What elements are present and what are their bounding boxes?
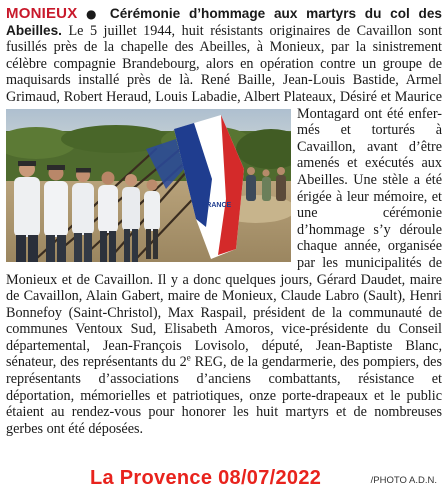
article (6, 6, 442, 437)
locality-label: MONIEUX (6, 5, 78, 22)
bullet-icon: ● (85, 7, 102, 21)
article-body-closing: REG, de la gendarmerie, des pompiers, des représentants d’associations d’anciens combattants, résistance et déportation, mémorielles et patriotiques, onze porte-drapeaux et le public étaient au rendez-vous pour honorer les huit martyrs et de nombreuses gerbes ont été déposées. (6, 354, 442, 437)
footer (0, 467, 447, 493)
source-caption: La Provence 08/07/2022 (90, 467, 322, 489)
ordinal-superscript: e (186, 352, 191, 363)
article-body-intro: Le 5 juillet 1944, huit résistants originaires de Cavaillon sont fusillés près de la chapelle des Abeilles, à Monieux, par la sinistrement célèbre compagnie Brandebourg, alors en opération contre un groupe de maquisards installé près de là. René Baille, Jean-Louis Bastide, Armel Grimaud, Robert Heraud, Louis Labadie, Albert Plateaux, Désiré et Maurice Montagard ont été enfer- (6, 22, 443, 122)
article-body-continued: més et torturés à Cavaillon, avant d’être amenés et exécutés aux Abeilles. Une stèle a été érigée à leur mémoire, et une cérémonie d’hommage s’y déroule chaque année, organisée par les municipalités de Monieux et de Cavaillon. Il y a (6, 122, 442, 288)
article-body-attendees: donc quelques jours, Gérard Daudet, maire de Cavaillon, Alain Gabert, maire de Monieux, Claude Labro (Sault), Henri Bonnefoy (Saint-Christol), Max Raspail, président de la communauté de communes Ventoux Sud, Elisabeth Amoros, vice-présidente du Conseil départemental, Jean-François Lovisolo, député, Jean-Baptiste Blanc, sénateur, des représentants du 2 (6, 271, 442, 371)
photo-credit: /PHOTO A.D.N. (370, 475, 437, 486)
ceremony-photo (6, 109, 291, 262)
article-headline: Cérémonie d’hommage aux martyrs du col des Abeilles. (6, 6, 442, 38)
svg-text:FRANCE: FRANCE (202, 201, 232, 209)
